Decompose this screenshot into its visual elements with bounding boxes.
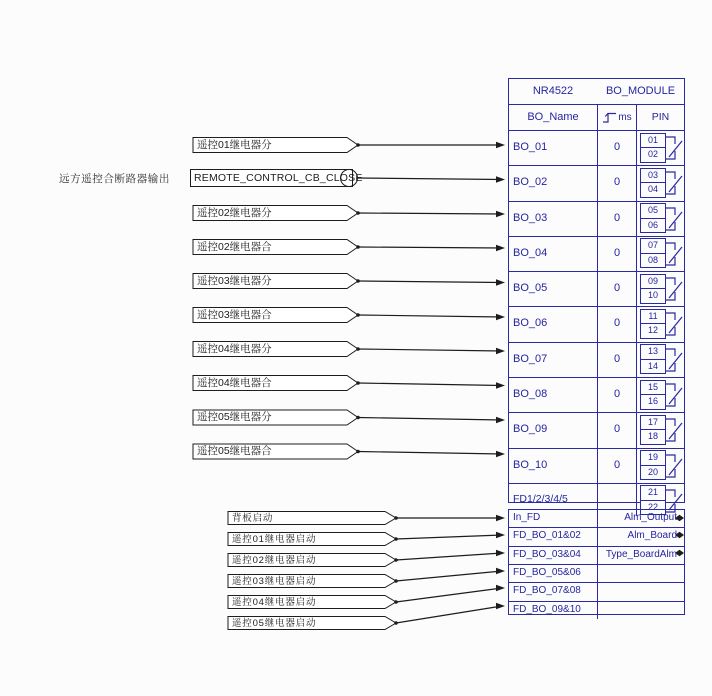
bo-pins: [636, 202, 684, 236]
input-tag-label[interactable]: 遥控05继电器分: [197, 411, 272, 423]
bo-pins: [636, 131, 684, 165]
bo-delay: 0: [597, 166, 636, 200]
col-header-name: BO_Name: [527, 111, 579, 123]
bo-name: BO_04: [513, 246, 548, 259]
relay-contact-icon: [665, 204, 684, 234]
side-note-text: 远方遥控合断路器输出: [59, 173, 170, 185]
alarm-output-name: Alm_Output: [597, 510, 684, 527]
pin-number: 20: [640, 465, 666, 481]
relay-contact-icon: [665, 451, 684, 481]
table-row[interactable]: [509, 342, 684, 377]
table-row[interactable]: [509, 271, 684, 306]
alarm-output-name: [597, 583, 684, 600]
start-tag-label[interactable]: 遥控02继电器启动: [232, 554, 317, 566]
pin-number: 15: [640, 380, 666, 396]
input-tag-label[interactable]: 遥控02继电器合: [197, 240, 272, 253]
start-tag-label[interactable]: 背板启动: [232, 512, 274, 524]
bo-name: BO_10: [513, 458, 548, 471]
fd-signal-name: FD_BO_01&02: [513, 530, 581, 542]
table-row[interactable]: [509, 582, 684, 600]
col-header-pin: PIN: [636, 105, 684, 130]
module-model: NR4522: [532, 85, 574, 97]
input-tag-label[interactable]: 遥控05继电器合: [197, 445, 272, 457]
pin-number: 11: [640, 309, 666, 325]
relay-contact-icon: [665, 415, 684, 445]
pin-number: 02: [640, 147, 666, 163]
input-arrowheads: [496, 142, 505, 609]
table-row[interactable]: [509, 201, 684, 236]
bo-pins: [636, 307, 684, 341]
table-row[interactable]: [509, 510, 684, 527]
pin-number: 19: [640, 450, 666, 466]
bo-name: FD1/2/3/4/5: [513, 492, 568, 505]
start-tag-label[interactable]: 遥控04继电器启动: [232, 596, 317, 608]
start-tag-label[interactable]: 遥控01继电器启动: [232, 533, 317, 545]
bo-module-table[interactable]: [508, 78, 685, 512]
table-row[interactable]: [509, 601, 684, 619]
relay-contact-icon: [665, 239, 684, 269]
pin-number: 05: [640, 203, 666, 219]
pin-number: 08: [640, 253, 666, 269]
module-title: BO_MODULE: [605, 85, 676, 97]
relay-contact-icon: [665, 309, 684, 339]
pin-number: 10: [640, 288, 666, 304]
pin-number: 13: [640, 344, 666, 360]
bo-name: BO_02: [513, 176, 548, 189]
alarm-output-name: Alm_Board: [597, 528, 684, 545]
table-row[interactable]: [509, 236, 684, 271]
bo-pins: [636, 413, 684, 447]
fd-signal-name: FD_BO_07&08: [513, 585, 581, 597]
rising-edge-icon: [602, 110, 617, 126]
bo-pins: [636, 166, 684, 200]
bo-name: BO_07: [513, 352, 548, 365]
input-tag-label[interactable]: REMOTE_CONTROL_CB_CLOSE: [194, 172, 363, 184]
alarm-output-name: Type_BoardAlm: [597, 547, 684, 564]
pin-number: 18: [640, 429, 666, 445]
fd-alarm-table[interactable]: [508, 509, 685, 615]
bo-delay: 0: [597, 343, 636, 377]
bo-delay: 0: [597, 202, 636, 236]
bo-delay: 0: [597, 449, 636, 483]
delay-unit-label: ms: [618, 112, 632, 123]
input-tag-label[interactable]: 遥控04继电器分: [197, 342, 272, 355]
pin-number: 14: [640, 359, 666, 375]
wire-lines: [358, 145, 503, 623]
bo-name: BO_05: [513, 282, 548, 295]
table-row[interactable]: [509, 130, 684, 165]
bo-name: BO_01: [513, 141, 548, 153]
table-row[interactable]: [509, 412, 684, 447]
bo-delay: 0: [597, 272, 636, 306]
table-row[interactable]: [509, 564, 684, 582]
bo-pins: [636, 378, 684, 412]
bo-delay: 0: [597, 307, 636, 341]
pin-number: 21: [640, 485, 666, 501]
relay-contact-icon: [665, 345, 684, 375]
fd-signal-name: FD_BO_03&04: [513, 548, 581, 560]
pin-number: 17: [640, 415, 666, 431]
input-tag-label[interactable]: 遥控03继电器合: [197, 308, 272, 321]
input-tag-label[interactable]: 遥控03继电器分: [197, 274, 272, 287]
relay-contact-icon: [665, 133, 684, 163]
bo-pins: [636, 237, 684, 271]
relay-contact-icon: [665, 168, 684, 198]
col-header-delay: [597, 105, 636, 130]
pin-number: 06: [640, 218, 666, 234]
bo-name: BO_06: [513, 317, 548, 330]
table-row[interactable]: [509, 546, 684, 564]
bo-pins: [636, 449, 684, 483]
pin-number: 01: [640, 133, 666, 149]
input-tag-label[interactable]: 遥控04继电器合: [197, 376, 272, 389]
table-row[interactable]: [509, 165, 684, 200]
bo-name: BO_09: [513, 423, 548, 436]
relay-contact-icon: [665, 274, 684, 304]
alarm-output-name: [597, 565, 684, 582]
table-row[interactable]: [509, 527, 684, 545]
bo-name: BO_08: [513, 388, 548, 401]
bo-pins: [636, 343, 684, 377]
bo-pins: [636, 272, 684, 306]
pin-number: 12: [640, 323, 666, 339]
start-tag-label[interactable]: 遥控03继电器启动: [232, 575, 317, 587]
table-row[interactable]: [509, 306, 684, 341]
fd-signal-name: In_FD: [513, 512, 541, 523]
bo-name: BO_03: [513, 211, 548, 224]
bo-delay: 0: [597, 237, 636, 271]
pin-number: 03: [640, 168, 666, 184]
pin-number: 09: [640, 274, 666, 290]
relay-contact-icon: [665, 380, 684, 410]
table-row[interactable]: [509, 377, 684, 412]
input-tag-label[interactable]: 遥控01继电器分: [197, 138, 272, 151]
bo-delay: 0: [597, 131, 636, 165]
pin-number: 07: [640, 238, 666, 254]
table-row[interactable]: [509, 448, 684, 483]
fd-signal-name: FD_BO_09&10: [513, 603, 581, 615]
alarm-output-name: [597, 602, 684, 619]
bo-delay: 0: [597, 378, 636, 412]
pin-number: 16: [640, 394, 666, 410]
fd-signal-name: FD_BO_05&06: [513, 566, 581, 578]
start-tag-label[interactable]: 遥控05继电器启动: [232, 617, 317, 629]
bo-delay: 0: [597, 413, 636, 447]
module-header: [509, 79, 684, 104]
pin-number: 04: [640, 182, 666, 198]
pin-number: 22: [640, 500, 666, 516]
column-header-row: [509, 104, 684, 130]
input-tag-label[interactable]: 遥控02继电器分: [197, 206, 272, 219]
